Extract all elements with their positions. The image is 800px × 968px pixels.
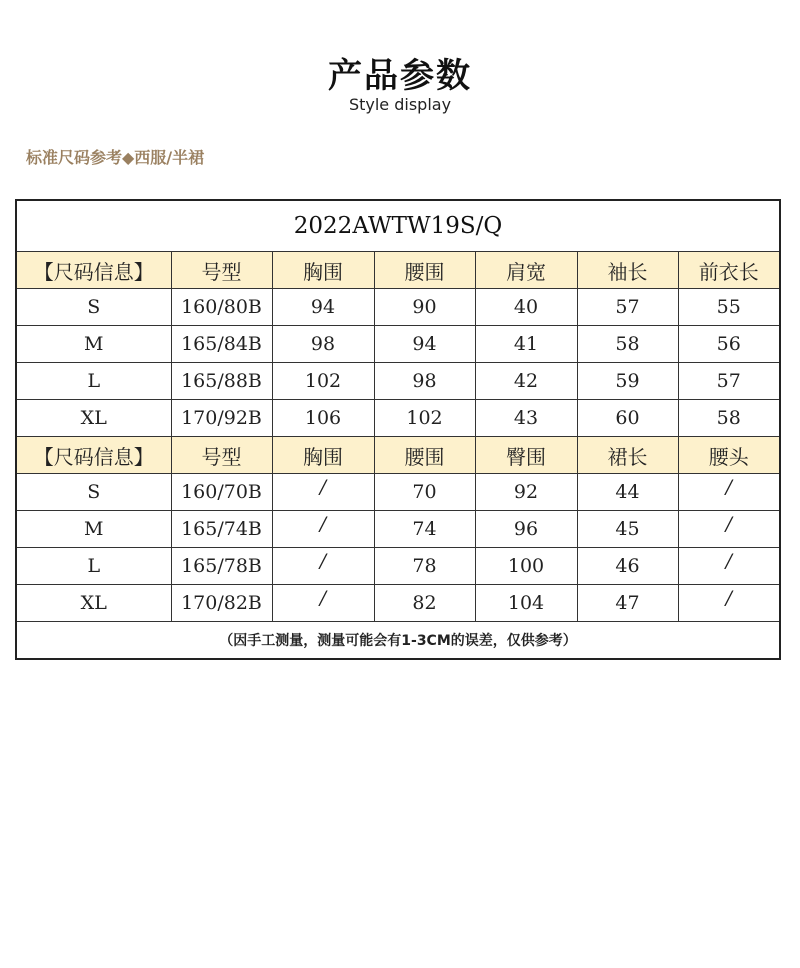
table-cell: 56 — [678, 326, 780, 363]
table-cell: 60 — [577, 400, 678, 437]
note-row — [16, 622, 780, 660]
header-cell: 腰围 — [374, 252, 475, 289]
header-cell: 腰围 — [374, 437, 475, 474]
table-cell: 102 — [272, 363, 374, 400]
table-row — [16, 585, 780, 622]
table-cell: 96 — [475, 511, 577, 548]
table-cell: 70 — [374, 474, 475, 511]
table-row — [16, 289, 780, 326]
table-cell: 160/70B — [171, 474, 272, 511]
table-cell: 160/80B — [171, 289, 272, 326]
header-cell: 号型 — [171, 252, 272, 289]
size-chart-table — [15, 199, 781, 660]
header-cell: 腰头 — [678, 437, 780, 474]
table-cell: 45 — [577, 511, 678, 548]
table-cell: 74 — [374, 511, 475, 548]
slash-mark: / — [725, 476, 732, 498]
header-cell: 裙长 — [577, 437, 678, 474]
table-row — [16, 511, 780, 548]
table-cell: 47 — [577, 585, 678, 622]
table-cell: 100 — [475, 548, 577, 585]
page-title: 产品参数 — [328, 56, 472, 96]
table-cell — [272, 474, 374, 511]
header-cell: 号型 — [171, 437, 272, 474]
table-cell: S — [16, 474, 171, 511]
table-cell: 57 — [678, 363, 780, 400]
table-cell: 98 — [374, 363, 475, 400]
table-cell: 58 — [577, 326, 678, 363]
table-row — [16, 548, 780, 585]
table-cell: 165/78B — [171, 548, 272, 585]
table-row — [16, 400, 780, 437]
slash-mark: / — [319, 513, 327, 535]
header-cell: 肩宽 — [475, 252, 577, 289]
table-cell: 58 — [678, 400, 780, 437]
table-cell — [272, 548, 374, 585]
table-cell: 41 — [475, 326, 577, 363]
table-cell: 59 — [577, 363, 678, 400]
table-cell — [678, 511, 780, 548]
table-cell: M — [16, 326, 171, 363]
header-cell: 臀围 — [475, 437, 577, 474]
slash-mark: / — [725, 587, 732, 609]
table-cell — [272, 585, 374, 622]
table-cell: 165/88B — [171, 363, 272, 400]
table-cell — [678, 585, 780, 622]
page-subtitle: Style display — [348, 95, 452, 114]
slash-mark: / — [725, 513, 732, 535]
table-cell: 92 — [475, 474, 577, 511]
table-cell: 165/74B — [171, 511, 272, 548]
table-cell: 106 — [272, 400, 374, 437]
slash-mark: / — [319, 476, 327, 498]
table-cell: 46 — [577, 548, 678, 585]
table-cell — [678, 474, 780, 511]
header-cell: 【尺码信息】 — [16, 252, 171, 289]
table-cell: 43 — [475, 400, 577, 437]
table-cell: 57 — [577, 289, 678, 326]
slash-mark: / — [725, 550, 732, 572]
header-cell: 袖长 — [577, 252, 678, 289]
table-cell: 98 — [272, 326, 374, 363]
table-cell: S — [16, 289, 171, 326]
table-cell: 78 — [374, 548, 475, 585]
header-cell: 胸围 — [272, 252, 374, 289]
table-row — [16, 474, 780, 511]
model-code-row — [16, 200, 780, 252]
slash-mark: / — [319, 587, 327, 609]
model-code: 2022AWTW19S/Q — [16, 200, 780, 252]
table-cell: 170/82B — [171, 585, 272, 622]
bottom-header-row — [16, 437, 780, 474]
table-row — [16, 326, 780, 363]
measurement-note: （因手工测量，测量可能会有1-3CM的误差，仅供参考） — [16, 622, 780, 660]
table-cell: 104 — [475, 585, 577, 622]
table-row — [16, 363, 780, 400]
table-cell: 40 — [475, 289, 577, 326]
table-cell: 44 — [577, 474, 678, 511]
table-cell: 102 — [374, 400, 475, 437]
section-label: 标准尺码参考◆西服/半裙 — [26, 148, 205, 167]
slash-mark: / — [319, 550, 327, 572]
table-cell: 42 — [475, 363, 577, 400]
table-cell: 165/84B — [171, 326, 272, 363]
table-cell: XL — [16, 585, 171, 622]
table-cell: L — [16, 548, 171, 585]
size-chart-body — [16, 200, 780, 659]
top-header-row — [16, 252, 780, 289]
table-cell: XL — [16, 400, 171, 437]
table-cell — [678, 548, 780, 585]
table-cell: L — [16, 363, 171, 400]
table-cell: 94 — [272, 289, 374, 326]
header-cell: 【尺码信息】 — [16, 437, 171, 474]
table-cell: 55 — [678, 289, 780, 326]
table-cell — [272, 511, 374, 548]
table-cell: 90 — [374, 289, 475, 326]
header-cell: 胸围 — [272, 437, 374, 474]
table-cell: 170/92B — [171, 400, 272, 437]
table-cell: 94 — [374, 326, 475, 363]
table-cell: 82 — [374, 585, 475, 622]
table-cell: M — [16, 511, 171, 548]
header-cell: 前衣长 — [678, 252, 780, 289]
